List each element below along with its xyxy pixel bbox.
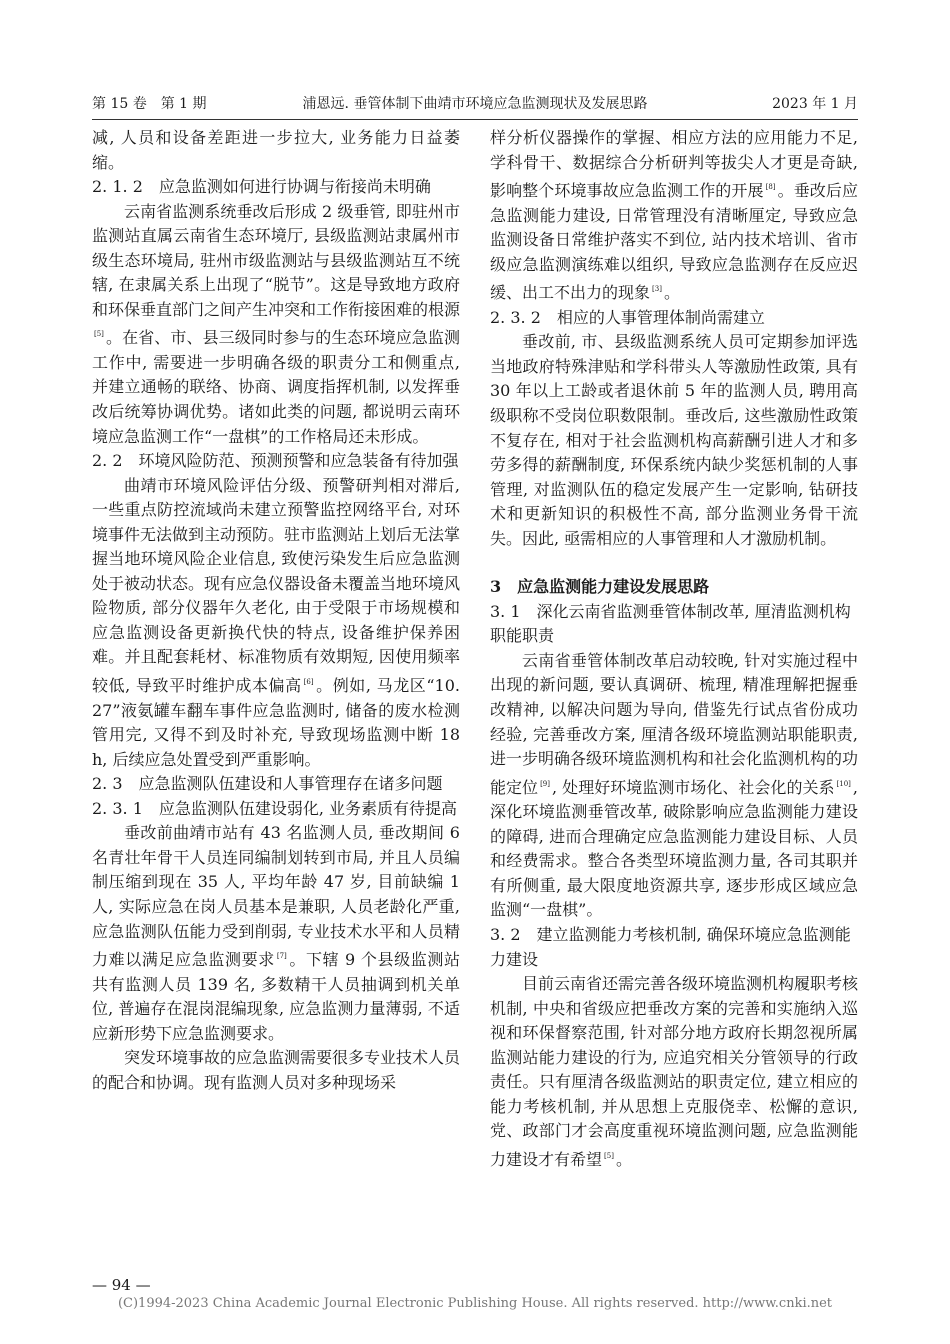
paragraph-text: 样分析仪器操作的掌握、相应方法的应用能力不足, 学科骨干、数据综合分析研判等拔尖人才更是奇缺, 影响整个环境事故应急监测工作的开展 — [490, 128, 858, 201]
paragraph-text: , 处理好环境监测市场化、社会化的关系 — [551, 777, 835, 797]
section-heading-2-1-2: 2. 1. 2 应急监测如何进行协调与衔接尚未明确 — [92, 177, 431, 197]
header-rule — [92, 119, 858, 120]
paragraph-text: 。在省、市、县三级同时参与的生态环境应急监测工作中, 需要进一步明确各级的职责分工和侧重点, 并建立通畅的联络、协商、调度指挥机制, 以发挥垂改后统筹协调优势。诸如此类的问题, 都说明云南环境应急监测工作“一盘棋”的工作格局还未形成。 — [92, 328, 460, 446]
citation: [8] — [765, 183, 776, 192]
citation: [5] — [604, 1151, 614, 1160]
copyright-watermark: (C)1994-2023 China Academic Journal Electronic Publishing House. All rights reserved. http://www.cnki.net — [117, 1296, 833, 1311]
paragraph-text: 云南省监测系统垂改后形成 2 级垂管, 即驻州市监测站直属云南省生态环境厅, 县级监测站隶属州市级生态环境局, 驻州市级监测站与县级监测站互不统辖, 在隶属关系上出现了“脱节”。这是导致地方政府和环保垂直部门之间产生冲突和工作衔接困难的根源 — [92, 201, 461, 319]
paragraph-text: 。垂改后应急监测能力建设, 日常管理没有清晰厘定, 导致应急监测设备日常维护落实不到位, 站内技术培训、省市级应急监测演练难以组织, 导致应急监测存在反应迟缓、出工不出力的现象 — [490, 181, 858, 303]
paragraph-text: 目前云南省还需完善各级环境监测机构履职考核机制, 中央和省级应把垂改方案的完善和实施纳入巡视和环保督察范围, 针对部分地方政府长期忽视所属监测站能力建设的行为, 应追究相关分管领导的行政责任。只有厘清各级监测站的职责定位, 建立相应的能力考核机制, 并从思想上克服侥幸、松懈的意识, 党、政部门才会高度重视环境监测问题, 应急监测能力建设才有希望 — [490, 974, 859, 1169]
paragraph — [92, 200, 460, 449]
paragraph — [92, 821, 460, 1046]
section-heading-3-1: 3. 1 深化云南省监测垂管体制改革, 厘清监测机构职能职责 — [490, 601, 851, 646]
citation: [10] — [836, 779, 851, 788]
paragraph — [490, 649, 858, 923]
section-heading-2-3: 2. 3 应急监测队伍建设和人事管理存在诸多问题 — [92, 774, 443, 794]
page-number: — 94 — — [92, 1276, 151, 1294]
paragraph-text: 。 — [615, 1149, 632, 1169]
paragraph — [490, 126, 858, 306]
paragraph — [92, 474, 460, 773]
left-column — [92, 126, 460, 1095]
paragraph-text: 。下辖 9 个县级监测站共有监测人员 139 名, 多数精干人员抽调到机关单位, 普遍存在混岗混编现象, 应急监测力量薄弱, 不适应新形势下应急监测要求。 — [92, 950, 460, 1043]
citation: [3] — [652, 285, 662, 294]
section-heading-2-3-2: 2. 3. 2 相应的人事管理体制尚需建立 — [490, 307, 765, 327]
paragraph-text: 垂改前曲靖市站有 43 名监测人员, 垂改期间 6 名青壮年骨干人员连同编制划转到市局, 并且人员编制压缩到现在 35 人, 平均年龄 47 岁, 目前缺编 1 人, 实际应急在岗人员基本是兼职, 人员老龄化严重, 应急监测队伍能力受到削弱, 专业技术水平和人员精力难以满足应急监测要求 — [92, 823, 460, 970]
paragraph — [490, 972, 858, 1172]
citation: [9] — [540, 779, 550, 788]
citation: [7] — [276, 952, 287, 961]
paragraph-text: , 深化环境监测垂管改革, 破除影响应急监测能力建设的障碍, 进而合理确定应急监测能力建设目标、人员和经费需求。整合各类型环境监测力量, 各司其职并有所侧重, 最大限度地资源共享, 逐步形成区域应急监测“一盘棋”。 — [490, 777, 858, 920]
right-column — [490, 126, 858, 1172]
citation: [5] — [94, 330, 104, 339]
section-gap — [490, 551, 858, 575]
paragraph: 减, 人员和设备差距进一步拉大, 业务能力日益萎缩。 — [92, 128, 460, 172]
section-heading-2-2: 2. 2 环境风险防范、预测预警和应急装备有待加强 — [92, 451, 459, 471]
paragraph-text: 。例如, 马龙区“10. 27”液氨罐车翻车事件应急监测时, 储备的废水检测管用完, 又得不到及时补充, 导致现场监测中断 18 h, 后续应急处置受到严重影响。 — [92, 676, 460, 769]
citation: [6] — [303, 678, 314, 687]
section-heading-3-2: 3. 2 建立监测能力考核机制, 确保环境应急监测能力建设 — [490, 924, 851, 969]
running-title: 浦恩远. 垂管体制下曲靖市环境应急监测现状及发展思路 — [302, 96, 648, 112]
volume-issue: 第 15 卷 第 1 期 — [92, 96, 207, 112]
publication-date: 2023 年 1 月 — [772, 96, 858, 112]
section-heading-3: 3 应急监测能力建设发展思路 — [490, 577, 710, 597]
paragraph: 突发环境事故的应急监测需要很多专业技术人员的配合和协调。现有监测人员对多种现场采 — [92, 1048, 461, 1092]
paragraph-text: 曲靖市环境风险评估分级、预警研判相对滞后, 一些重点防控流域尚未建立预警监控网络平台, 对环境事件无法做到主动预防。驻市监测站上划后无法掌握当地环境风险企业信息, 致使污染发生后应急监测处于被动状态。现有应急仪器设备未覆盖当地环境风险物质, 部分仪器年久老化, 由于受限于市场规模和应急监测设备更新换代快的特点, 设备维护保养困难。并且配套耗材、标准物质有效期短, 因使用频率较低, 导致平时维护成本偏高 — [92, 475, 461, 696]
paragraph: 垂改前, 市、县级监测系统人员可定期参加评选当地政府特殊津贴和学科带头人等激励性政策, 具有 30 年以上工龄或者退休前 5 年的监测人员, 聘用高级职称不受岗位职数限制。垂改后, 这些激励性政策不复存在, 相对于社会监测机构高薪酬引进人才和多劳多得的薪酬制度, 环保系统内缺少奖惩机制的人事管理, 对监测队伍的稳定发展产生一定影响, 钻研技术和更新知识的积极性不高, 部分监测业务骨干流失。因此, 亟需相应的人事管理和人才激励机制。 — [490, 332, 858, 548]
paragraph-text: 云南省垂管体制改革启动较晚, 针对实施过程中出现的新问题, 要认真调研、梳理, 精准理解把握垂改精神, 以解决问题为导向, 借鉴先行试点省份成功经验, 完善垂改方案, 厘清各级环境监测站职能职责, 进一步明确各级环境监测机构和社会化监测机构的功能定位 — [490, 650, 859, 797]
running-header — [92, 93, 858, 117]
section-heading-2-3-1: 2. 3. 1 应急监测队伍建设弱化, 业务素质有待提高 — [92, 798, 458, 818]
paragraph-text: 。 — [663, 283, 680, 303]
